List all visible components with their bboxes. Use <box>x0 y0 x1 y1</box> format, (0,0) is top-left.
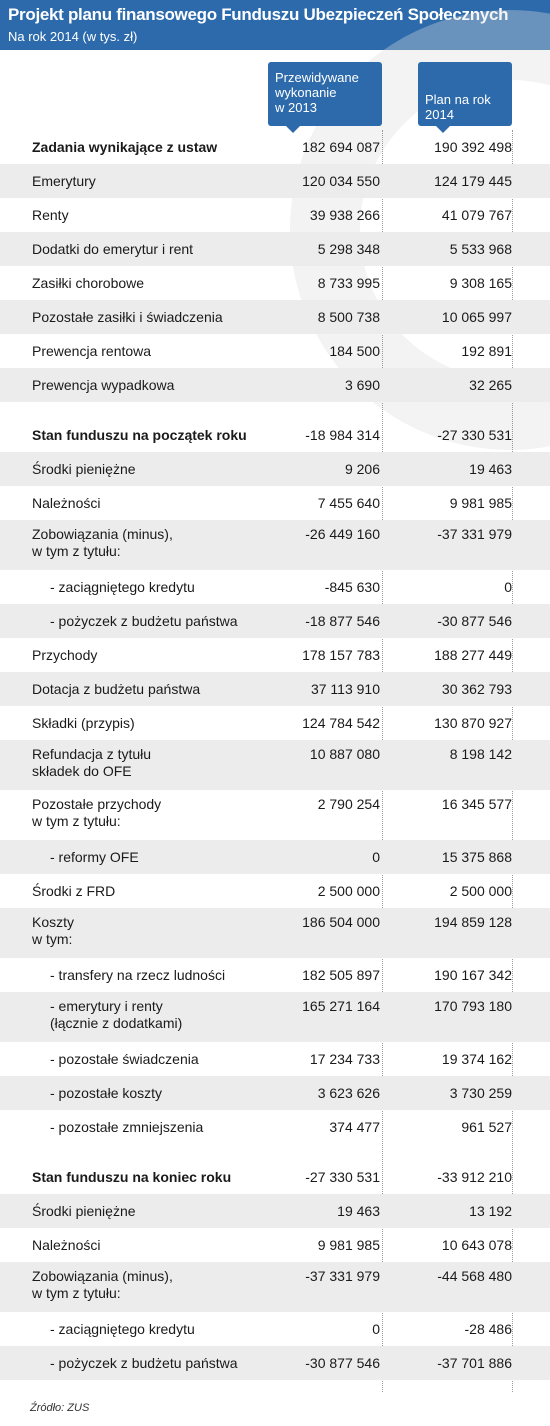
row-label: - zaciągniętego kredytu <box>50 579 195 595</box>
table-row <box>0 908 550 958</box>
row-spacer <box>0 1144 550 1160</box>
column-header-2013: Przewidywane wykonanie w 2013 <box>268 62 382 126</box>
value-2014: 190 167 342 <box>434 967 512 983</box>
value-2013: 3 623 626 <box>317 1085 380 1101</box>
value-2014: 192 891 <box>461 343 512 359</box>
table-row <box>0 958 550 992</box>
value-2013: 9 206 <box>344 461 380 477</box>
column-header-2014: Plan na rok 2014 <box>418 62 512 126</box>
value-2013: 39 938 266 <box>309 207 380 223</box>
table-row <box>0 232 550 266</box>
row-label: Przychody <box>32 647 98 663</box>
table-row <box>0 570 550 604</box>
value-2014: 5 533 968 <box>449 241 512 257</box>
value-2014: -27 330 531 <box>437 427 512 443</box>
table-row <box>0 638 550 672</box>
value-2013: 2 790 254 <box>317 796 380 812</box>
value-2014: -33 912 210 <box>437 1169 512 1185</box>
row-label: Renty <box>32 207 69 223</box>
table-row <box>0 1076 550 1110</box>
row-label: Pozostałe zasiłki i świadczenia <box>32 309 223 325</box>
value-2013: 8 733 995 <box>317 275 380 291</box>
table-row <box>0 368 550 402</box>
source-note: Źródło: ZUS <box>30 1402 90 1414</box>
table-row <box>0 164 550 198</box>
value-2013: -30 877 546 <box>305 1355 380 1371</box>
table-row <box>0 992 550 1042</box>
table-row <box>0 604 550 638</box>
value-2014: 2 500 000 <box>449 883 512 899</box>
value-2014: 13 192 <box>469 1203 512 1219</box>
value-2014: 41 079 767 <box>441 207 512 223</box>
row-label: - zaciągniętego kredytu <box>50 1321 195 1337</box>
row-label: - pozostałe zmniejszenia <box>50 1119 204 1135</box>
value-2014: 170 793 180 <box>434 998 512 1014</box>
row-label: - pozostałe świadczenia <box>50 1051 199 1067</box>
value-2014: 15 375 868 <box>441 849 512 865</box>
value-2014: 124 179 445 <box>434 173 512 189</box>
row-label: Należności <box>32 1237 101 1253</box>
row-label: Zobowiązania (minus), w tym z tytułu: <box>32 1268 173 1301</box>
row-label: - transfery na rzecz ludności <box>50 967 226 983</box>
value-2014: 9 981 985 <box>449 495 512 511</box>
value-2013: 124 784 542 <box>302 715 380 731</box>
row-label: Stan funduszu na początek roku <box>32 427 247 443</box>
value-2014: 32 265 <box>469 377 512 393</box>
value-2014: 10 643 078 <box>441 1237 512 1253</box>
value-2014: 0 <box>504 579 512 595</box>
row-label: Środki pieniężne <box>32 1203 136 1219</box>
row-label: - pozostałe koszty <box>50 1085 163 1101</box>
value-2013: 182 694 087 <box>302 139 380 155</box>
row-label: Zobowiązania (minus), w tym z tytułu: <box>32 526 173 559</box>
row-label: - pożyczek z budżetu państwa <box>50 1355 238 1371</box>
table-row <box>0 418 550 452</box>
value-2013: 5 298 348 <box>317 241 380 257</box>
value-2013: 182 505 897 <box>302 967 380 983</box>
table-row <box>0 300 550 334</box>
row-label: Stan funduszu na koniec roku <box>32 1169 232 1185</box>
value-2014: -30 877 546 <box>437 613 512 629</box>
value-2014: 10 065 997 <box>441 309 512 325</box>
table-row <box>0 486 550 520</box>
table-row <box>0 1312 550 1346</box>
row-label: Środki pieniężne <box>32 461 136 477</box>
value-2013: -845 630 <box>324 579 380 595</box>
value-2013: 2 500 000 <box>317 883 380 899</box>
table-row <box>0 334 550 368</box>
value-2013: -18 984 314 <box>305 427 380 443</box>
row-label: Prewencja rentowa <box>32 343 152 359</box>
table-row <box>0 1228 550 1262</box>
table-row <box>0 198 550 232</box>
row-label: Refundacja z tytułu składek do OFE <box>32 746 152 779</box>
value-2013: 184 500 <box>329 343 380 359</box>
value-2014: -37 701 886 <box>437 1355 512 1371</box>
table-row <box>0 1262 550 1312</box>
row-label: Pozostałe przychody w tym z tytułu: <box>32 796 162 829</box>
value-2013: 7 455 640 <box>317 495 380 511</box>
value-2014: 188 277 449 <box>434 647 512 663</box>
table-row <box>0 840 550 874</box>
row-label: - emerytury i renty (łącznie z dodatkami) <box>50 998 183 1031</box>
value-2014: 19 463 <box>469 461 512 477</box>
page-title: Projekt planu finansowego Funduszu Ubezpieczeń Społecznych <box>8 5 509 24</box>
value-2013: 19 463 <box>337 1203 380 1219</box>
table-row <box>0 790 550 840</box>
table-row <box>0 740 550 790</box>
value-2013: 3 690 <box>344 377 380 393</box>
value-2014: 8 198 142 <box>449 746 512 762</box>
row-label: Prewencja wypadkowa <box>32 377 175 393</box>
value-2013: -18 877 546 <box>305 613 380 629</box>
value-2013: 0 <box>372 849 380 865</box>
row-label: Koszty w tym: <box>32 914 75 947</box>
value-2013: 9 981 985 <box>317 1237 380 1253</box>
value-2013: 120 034 550 <box>302 173 380 189</box>
table-row <box>0 130 550 164</box>
value-2013: 10 887 080 <box>309 746 380 762</box>
value-2014: 961 527 <box>461 1119 512 1135</box>
page-subtitle: Na rok 2014 (w tys. zł) <box>8 29 138 44</box>
value-2013: -26 449 160 <box>305 526 380 542</box>
row-label: - reformy OFE <box>50 849 139 865</box>
value-2013: 374 477 <box>329 1119 380 1135</box>
value-2013: 0 <box>372 1321 380 1337</box>
value-2014: 3 730 259 <box>449 1085 512 1101</box>
row-label: Składki (przypis) <box>32 715 135 731</box>
row-label: Należności <box>32 495 101 511</box>
table-row <box>0 1110 550 1144</box>
value-2014: 30 362 793 <box>441 681 512 697</box>
value-2014: 194 859 128 <box>434 914 512 930</box>
table-row <box>0 1194 550 1228</box>
value-2014: 190 392 498 <box>434 139 512 155</box>
value-2013: 165 271 164 <box>302 998 380 1014</box>
row-label: Dodatki do emerytur i rent <box>32 241 194 257</box>
value-2013: 8 500 738 <box>317 309 380 325</box>
table-row <box>0 706 550 740</box>
value-2014: 16 345 577 <box>441 796 512 812</box>
table-row <box>0 1160 550 1194</box>
row-label: - pożyczek z budżetu państwa <box>50 613 238 629</box>
value-2013: 186 504 000 <box>302 914 380 930</box>
row-label: Zasiłki chorobowe <box>32 275 145 291</box>
row-label: Zadania wynikające z ustaw <box>32 139 218 155</box>
table-row <box>0 874 550 908</box>
value-2014: -28 486 <box>464 1321 512 1337</box>
value-2013: 178 157 783 <box>302 647 380 663</box>
table-row <box>0 672 550 706</box>
table-row <box>0 1042 550 1076</box>
value-2013: 37 113 910 <box>310 681 380 697</box>
row-label: Dotacja z budżetu państwa <box>32 681 201 697</box>
table-row <box>0 266 550 300</box>
value-2013: -27 330 531 <box>305 1169 380 1185</box>
table-row <box>0 452 550 486</box>
value-2014: -37 331 979 <box>437 526 512 542</box>
row-label: Emerytury <box>32 173 96 189</box>
row-spacer <box>0 402 550 418</box>
row-label: Środki z FRD <box>32 883 116 899</box>
table-row <box>0 1346 550 1380</box>
value-2013: 17 234 733 <box>309 1051 380 1067</box>
value-2013: -37 331 979 <box>305 1268 380 1284</box>
value-2014: 130 870 927 <box>434 715 512 731</box>
financial-table <box>0 130 550 1380</box>
value-2014: 9 308 165 <box>449 275 512 291</box>
table-row <box>0 520 550 570</box>
value-2014: 19 374 162 <box>441 1051 512 1067</box>
value-2014: -44 568 480 <box>437 1268 512 1284</box>
